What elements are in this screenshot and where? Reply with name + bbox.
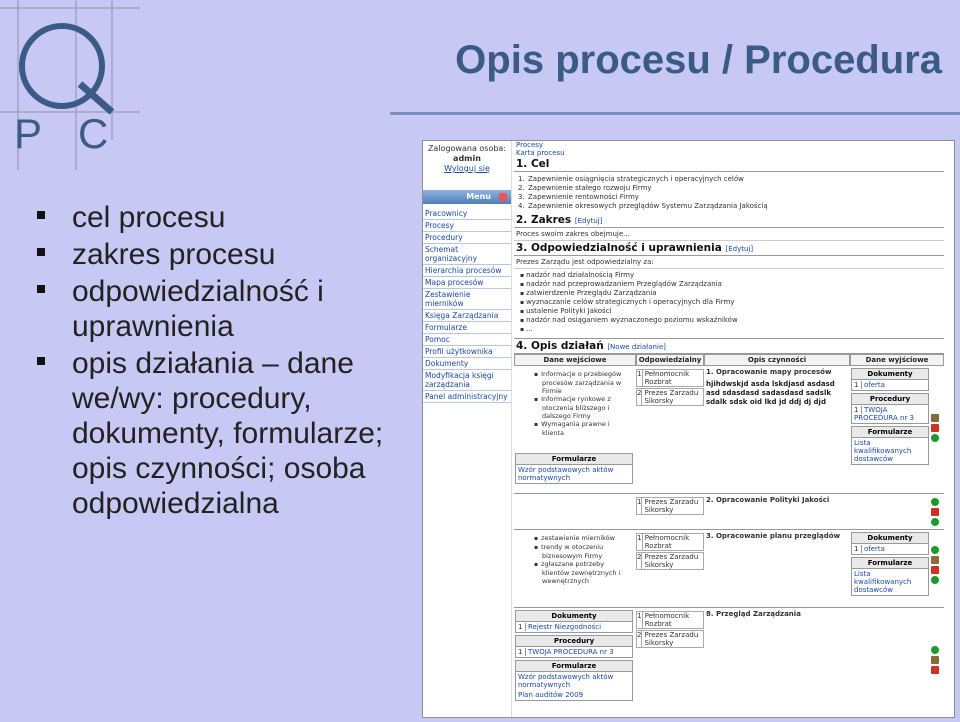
cel-item: 2. Zapewnienie stałego rozwoju Firmy — [518, 184, 652, 192]
sidebar-item[interactable]: Modyfikacja księgi zarządzania — [423, 370, 511, 391]
sidebar-item[interactable]: Profil użytkownika — [423, 346, 511, 358]
input-item: ▪ Wymagania prawne i klienta — [542, 420, 632, 437]
responsible-index: 2 — [637, 631, 642, 647]
bullet-item: zakres procesu — [34, 237, 414, 272]
new-action-link[interactable]: [Nowe działanie] — [607, 343, 666, 351]
process-card — [514, 141, 944, 717]
add-icon[interactable] — [931, 434, 939, 442]
sidebar-item[interactable]: Pracownicy — [423, 208, 511, 220]
io-box-index: 1 — [518, 623, 526, 631]
responsible-person[interactable] — [636, 611, 704, 629]
sidebar — [423, 141, 512, 717]
edit-link[interactable]: [Edytuj] — [725, 245, 754, 253]
qpc-logo — [0, 0, 140, 170]
edit-icon[interactable] — [931, 656, 939, 664]
logout-link[interactable]: Wyloguj się — [444, 164, 490, 173]
responsible-index: 1 — [637, 370, 643, 386]
io-box-index: 1 — [854, 406, 862, 414]
add-icon[interactable] — [931, 518, 939, 526]
responsible-person[interactable] — [636, 552, 704, 570]
responsible-name: Prezes Zarzadu Sikorsky — [644, 389, 699, 405]
action-title[interactable]: 1. Opracowanie mapy procesów — [706, 368, 832, 376]
io-box — [851, 532, 929, 555]
io-box-header: Formularze — [852, 558, 928, 569]
bullet-item: odpowiedzialność i uprawnienia — [34, 274, 414, 344]
responsible-name: Prezes Zarzadu Sikorsky — [644, 631, 699, 647]
bullet-list — [34, 200, 414, 523]
io-box-link[interactable]: Lista kwalifikowanych dostawców — [854, 439, 912, 463]
action-title[interactable]: 3. Opracowanie planu przeglądów — [706, 532, 841, 540]
responsible-name: Pełnomocnik Rozbrat — [644, 370, 690, 386]
sidebar-item[interactable]: Księga Zarządzania — [423, 310, 511, 322]
cel-item: 1. Zapewnienie osiągnięcia strategicznych i operacyjnych celów — [518, 175, 744, 183]
responsible-person[interactable] — [636, 388, 704, 406]
col-header: Odpowiedzialny — [636, 354, 704, 365]
sidebar-item[interactable]: Zestawienie mierników — [423, 289, 511, 310]
edit-link[interactable]: [Edytuj] — [574, 217, 603, 225]
action-row — [514, 366, 944, 494]
col-header: Dane wejściowe — [514, 354, 636, 365]
svg-text:P: P — [14, 110, 43, 157]
menu-header[interactable]: Menu — [423, 190, 511, 204]
io-box-link[interactable]: Plan auditów 2009 — [518, 691, 584, 699]
inputs-list — [514, 366, 634, 439]
odp-list — [514, 269, 944, 339]
io-box-link[interactable]: 1 Rejestr Niezgodności — [518, 623, 602, 631]
bullet-item: cel procesu — [34, 200, 414, 235]
section-opis-title: 4. Opis działań [Nowe działanie] — [514, 339, 944, 354]
cel-list — [514, 172, 944, 213]
responsible-index: 1 — [637, 612, 643, 628]
login-info: Zalogowana osoba: admin Wyloguj się — [423, 141, 511, 174]
section-odp-title: 3. Odpowiedzialność i uprawnienia [Edytuj] — [514, 241, 944, 256]
cel-item-number: 2. — [518, 184, 525, 192]
delete-icon[interactable] — [931, 566, 939, 574]
responsible-index: 2 — [637, 389, 642, 405]
io-box-index: 1 — [854, 381, 862, 389]
action-title[interactable]: 2. Opracowanie Polityki Jakości — [706, 496, 830, 504]
action-row — [514, 608, 944, 718]
io-box-link[interactable]: Lista kwalifikowanych dostawców — [854, 570, 912, 594]
io-box — [851, 393, 929, 424]
col-header: Dane wyjściowe — [850, 354, 944, 365]
breadcrumb-item[interactable]: Procesy — [516, 141, 544, 149]
responsible-name: Pełnomocnik Rozbrat — [644, 534, 690, 550]
delete-icon[interactable] — [931, 508, 939, 516]
responsibility-item: ▪ nadzór nad przeprowadzaniem Przeglądów Zarządzania — [526, 280, 942, 289]
io-box — [851, 368, 929, 391]
io-box-header: Dokumenty — [852, 369, 928, 380]
cel-item-number: 3. — [518, 193, 525, 201]
input-item: ▪ zestawienie mierników — [542, 534, 632, 543]
add-icon[interactable] — [931, 576, 939, 584]
sidebar-item[interactable]: Hierarchia procesów — [423, 265, 511, 277]
responsibility-item: ▪ nadzór nad osiąganiem wyznaczonego poziomu wskaźników — [526, 316, 942, 325]
action-row — [514, 530, 944, 608]
responsible-index: 2 — [637, 553, 642, 569]
section-cel-title: 1. Cel — [514, 157, 944, 172]
cel-item-number: 4. — [518, 202, 525, 210]
io-box — [515, 635, 633, 658]
row-icons — [931, 646, 941, 676]
io-box-index: 1 — [854, 545, 862, 553]
sidebar-item[interactable]: Procedury — [423, 232, 511, 244]
io-box-header: Dokumenty — [852, 533, 928, 544]
responsibility-item: ▪ zatwierdzenie Przeglądu Zarządzania — [526, 289, 942, 298]
action-title[interactable]: 8. Przegląd Zarządzania — [706, 610, 801, 618]
sidebar-item[interactable]: Schemat organizacyjny — [423, 244, 511, 265]
io-box-header: Procedury — [516, 636, 632, 647]
responsible-person[interactable] — [636, 369, 704, 387]
io-box — [851, 557, 929, 596]
sidebar-item[interactable]: Panel administracyjny — [423, 391, 511, 403]
form-link[interactable]: Wzór podstawowych aktów normatywnych — [518, 466, 614, 482]
io-box-link[interactable]: Wzór podstawowych aktów normatywnych — [518, 673, 614, 689]
input-item: ▪ zgłaszane potrzeby klientów zewnętrznych i wewnętrznych — [542, 560, 632, 585]
odp-lead: Prezes Zarządu jest odpowiedzialny za: — [514, 256, 944, 269]
io-box-link[interactable]: 1 oferta — [854, 545, 885, 553]
responsible-index: 1 — [637, 498, 642, 514]
responsible-person[interactable] — [636, 497, 704, 515]
add-icon[interactable] — [931, 546, 939, 554]
title-divider — [390, 112, 960, 115]
add-icon[interactable] — [931, 498, 939, 506]
io-box-header: Procedury — [852, 394, 928, 405]
sidebar-item[interactable]: Procesy — [423, 220, 511, 232]
col-header: Opis czynności — [704, 354, 850, 365]
section-zakres-title: 2. Zakres [Edytuj] — [514, 213, 944, 228]
action-description: hjihdwskjd asda lskdjasd asdasd asd sdasdasd sadasdasd sadslk sdalk sdsk oid lkd jd ddj dj djd — [706, 380, 835, 406]
breadcrumb-item[interactable]: Karta procesu — [516, 149, 565, 157]
input-forms-box: Formularze Wzór podstawowych aktów normatywnych — [515, 453, 633, 484]
io-box — [515, 660, 633, 701]
responsibility-item: ▪ ustalenie Polityki Jakości — [526, 307, 942, 316]
io-box-link[interactable]: 1 oferta — [854, 381, 885, 389]
io-box-header: Dokumenty — [516, 611, 632, 622]
io-box — [515, 610, 633, 633]
action-row — [514, 494, 944, 530]
svg-text:C: C — [78, 110, 109, 157]
sidebar-item[interactable]: Formularze — [423, 322, 511, 334]
edit-icon[interactable] — [931, 556, 939, 564]
responsibility-item: ▪ wyznaczanie celów strategicznych i operacyjnych dla Firmy — [526, 298, 942, 307]
sidebar-item[interactable]: Pomoc — [423, 334, 511, 346]
io-box-link[interactable]: 1 TWOJA PROCEDURA nr 3 — [518, 648, 614, 656]
responsibility-item: ▪ nadzór nad działalnością Firmy — [526, 271, 942, 280]
io-box-header: Formularze — [516, 661, 632, 672]
sidebar-item[interactable]: Mapa procesów — [423, 277, 511, 289]
io-box-link[interactable]: 1 TWOJA PROCEDURA nr 3 — [854, 406, 915, 422]
cel-item-number: 1. — [518, 175, 525, 183]
edit-icon[interactable] — [931, 414, 939, 422]
responsible-name: Prezes Zarzadu Sikorsky — [644, 498, 699, 514]
io-box-index: 1 — [518, 648, 526, 656]
row-icons — [931, 498, 941, 528]
delete-icon[interactable] — [931, 424, 939, 432]
inputs-list — [514, 530, 634, 587]
input-item: ▪ Informacje rynkowe z otoczenia bliższego i dalszego Firmy — [542, 395, 632, 420]
input-item: ▪ Informacje o przebiegów procesów zarządzania w Firmie — [542, 370, 632, 395]
menu-toggle-icon[interactable] — [499, 193, 507, 201]
responsible-name: Prezes Zarzadu Sikorsky — [644, 553, 699, 569]
input-item: ▪ trendy w otoczeniu biznesowym Firmy — [542, 543, 632, 560]
cel-item: 4. Zapewnienie okresowych przeglądów Systemu Zarządzania Jakością — [518, 202, 768, 210]
sidebar-item[interactable]: Dokumenty — [423, 358, 511, 370]
responsibility-more: ▪ ... — [526, 325, 942, 334]
io-box-header: Formularze — [852, 427, 928, 438]
add-icon[interactable] — [931, 646, 939, 654]
io-box — [851, 426, 929, 465]
row-icons — [931, 546, 941, 586]
responsible-index: 1 — [637, 534, 643, 550]
bullet-item: opis działania – dane we/wy: procedury, dokumenty, formularze; opis czynności; osoba odpowiedzialna — [34, 346, 414, 521]
responsible-name: Pełnomocnik Rozbrat — [644, 612, 690, 628]
row-icons — [931, 414, 941, 444]
cel-item: 3. Zapewnienie rentowności Firmy — [518, 193, 639, 201]
delete-icon[interactable] — [931, 666, 939, 674]
user-name: admin — [453, 154, 481, 163]
actions-header — [514, 354, 944, 366]
zakres-text: Proces swoim zakres obejmuje... — [514, 228, 944, 241]
responsible-person[interactable] — [636, 630, 704, 648]
slide-title: Opis procesu / Procedura — [455, 38, 942, 82]
app-screenshot — [422, 140, 955, 718]
responsible-person[interactable] — [636, 533, 704, 551]
